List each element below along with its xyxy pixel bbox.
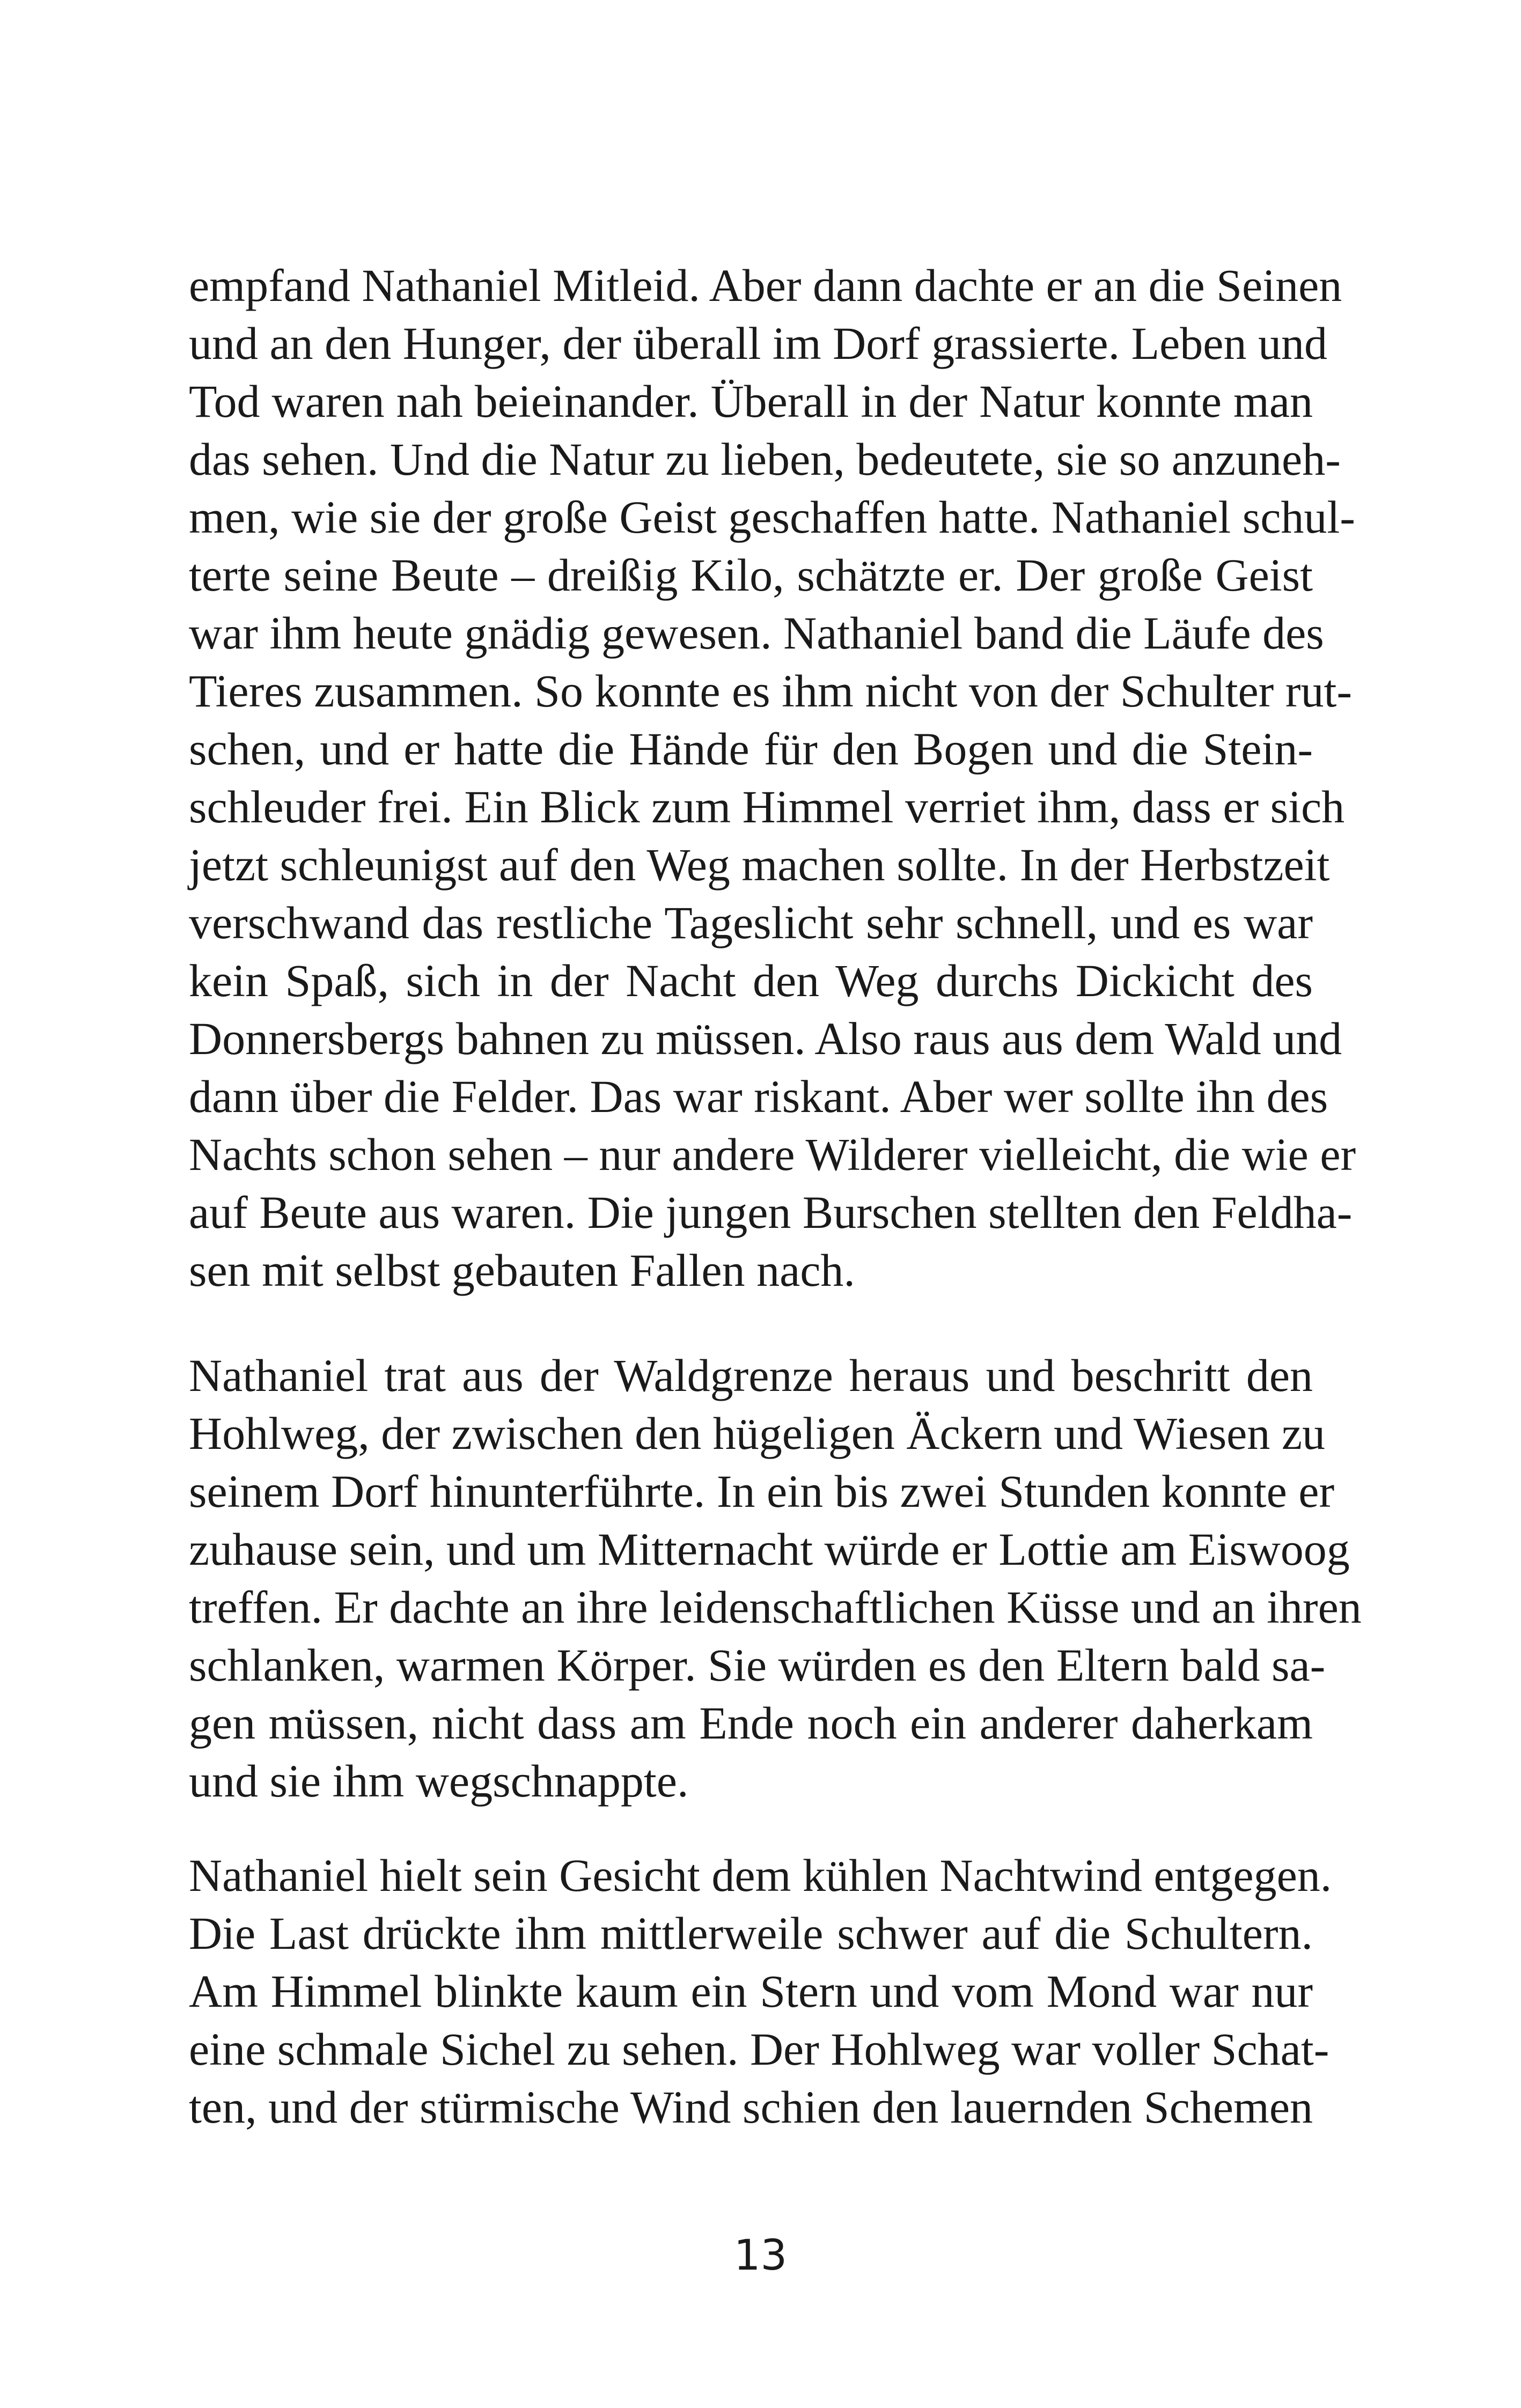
text-line: ten, und der stürmische Wind schien den lauernden Schemen xyxy=(189,2081,1313,2133)
text-line: auf Beute aus waren. Die jungen Burschen stellten den Feldha- xyxy=(189,1187,1353,1238)
text-line: Die Last drückte ihm mittlerweile schwer auf die Schultern. xyxy=(189,1908,1313,1959)
text-line: treffen. Er dachte an ihre leidenschaftlichen Küsse und an ihren xyxy=(189,1581,1362,1633)
text-line: dann über die Felder. Das war riskant. Aber wer sollte ihn des xyxy=(189,1071,1328,1122)
page-number: 13 xyxy=(733,2232,788,2280)
text-line: seinem Dorf hinunterführte. In ein bis zwei Stunden konnte er xyxy=(189,1466,1335,1517)
text-line: sen mit selbst gebauten Fallen nach. xyxy=(189,1244,855,1296)
text-line: Tod waren nah beieinander. Überall in der Natur konnte man xyxy=(189,375,1313,427)
text-line: schen, und er hatte die Hände für den Bogen und die Stein- xyxy=(189,723,1313,775)
text-line: Tieres zusammen. So konnte es ihm nicht von der Schulter rut- xyxy=(189,665,1352,717)
paragraph xyxy=(189,1846,1332,2136)
paragraph xyxy=(189,1346,1362,1810)
text-line: terte seine Beute – dreißig Kilo, schätzte er. Der große Geist xyxy=(189,549,1313,601)
text-line: men, wie sie der große Geist geschaffen hatte. Nathaniel schul- xyxy=(189,491,1355,543)
text-line: verschwand das restliche Tageslicht sehr schnell, und es war xyxy=(189,897,1313,948)
text-line: Nathaniel trat aus der Waldgrenze heraus und beschritt den xyxy=(189,1350,1313,1401)
text-line: Donnersbergs bahnen zu müssen. Also raus aus dem Wald und xyxy=(189,1013,1342,1064)
text-line: schleuder frei. Ein Blick zum Himmel verriet ihm, dass er sich xyxy=(189,781,1345,833)
text-line: eine schmale Sichel zu sehen. Der Hohlweg war voller Schat- xyxy=(189,2023,1329,2075)
paragraph xyxy=(189,256,1356,1299)
text-line: schlanken, warmen Körper. Sie würden es den Eltern bald sa- xyxy=(189,1639,1326,1691)
text-line: Hohlweg, der zwischen den hügeligen Äckern und Wiesen zu xyxy=(189,1408,1326,1459)
text-line: Nathaniel hielt sein Gesicht dem kühlen Nachtwind entgegen. xyxy=(189,1850,1332,1901)
text-line: empfand Nathaniel Mitleid. Aber dann dachte er an die Seinen xyxy=(189,260,1342,311)
text-line: und an den Hunger, der überall im Dorf grassierte. Leben und xyxy=(189,318,1327,369)
text-line: war ihm heute gnädig gewesen. Nathaniel band die Läufe des xyxy=(189,607,1324,659)
text-line: gen müssen, nicht dass am Ende noch ein anderer daherkam xyxy=(189,1697,1313,1749)
text-line: jetzt schleunigst auf den Weg machen sollte. In der Herbstzeit xyxy=(189,839,1330,890)
text-line: das sehen. Und die Natur zu lieben, bedeutete, sie so anzuneh- xyxy=(189,433,1341,485)
text-line: kein Spaß, sich in der Nacht den Weg durchs Dickicht des xyxy=(189,955,1313,1006)
text-line: Am Himmel blinkte kaum ein Stern und vom Mond war nur xyxy=(189,1965,1313,2017)
text-line: Nachts schon sehen – nur andere Wilderer vielleicht, die wie er xyxy=(189,1129,1356,1180)
text-line: und sie ihm wegschnappte. xyxy=(189,1755,689,1807)
text-line: zuhause sein, und um Mitternacht würde er Lottie am Eiswoog xyxy=(189,1523,1350,1575)
